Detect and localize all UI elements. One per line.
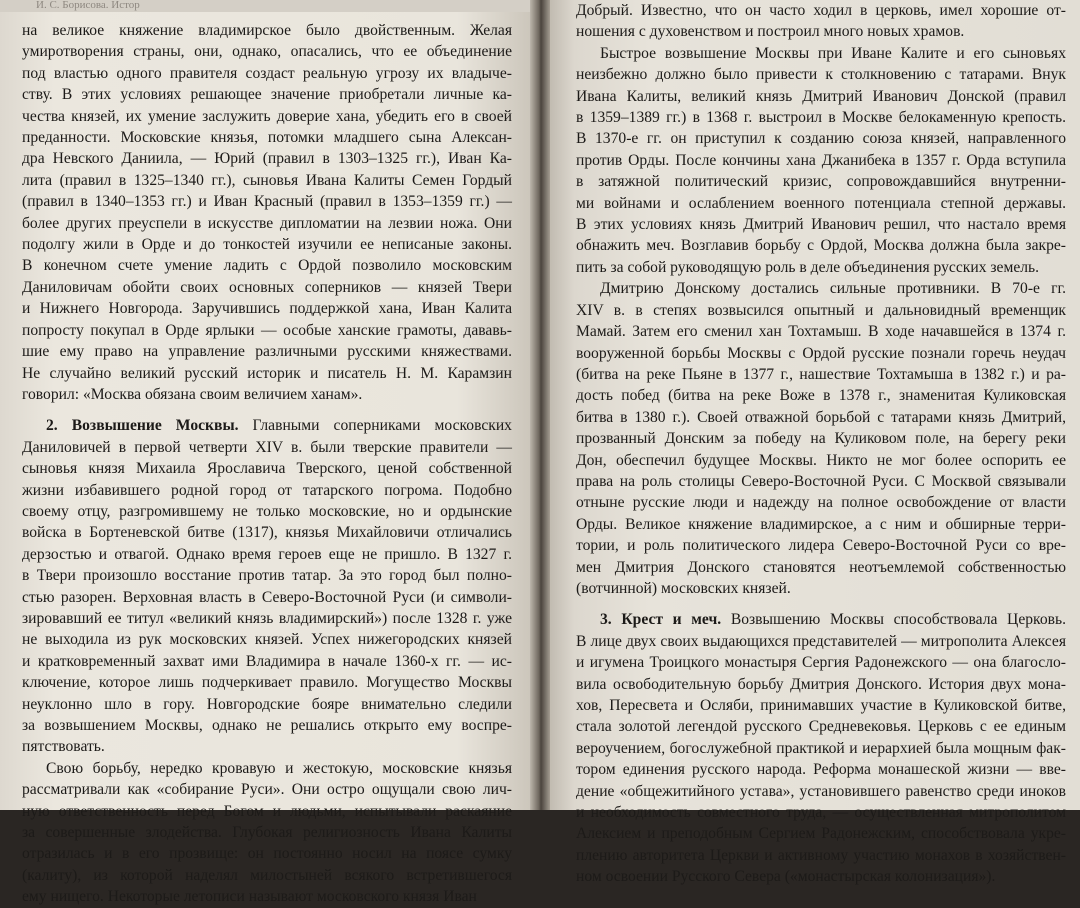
- text-line: неизбежно должно было привести к столкновению с татарами. Внук: [576, 66, 1066, 84]
- book-gutter: [530, 0, 550, 810]
- text-line: В 1370-е гг. он приступил к созданию союза князей, направленного: [576, 130, 1066, 148]
- text-line: в Твери произошло восстание против татар. За это город был полно-: [22, 567, 512, 585]
- text-line: Даниловичей в первой четверти XIV в. были тверские правители —: [22, 438, 512, 456]
- text-line: и кратковременный захват ими Владимира в начале 1360-х гг. — ис-: [22, 652, 512, 670]
- text-line: дерзостью и отвагой. Однако время героев еще не пришло. В 1327 г.: [22, 545, 512, 563]
- text-line: Не случайно великий русский историк и писатель Н. М. Карамзин: [22, 364, 512, 382]
- paragraph-gap: [576, 599, 1066, 609]
- text-line: ном освоении Русского Севера («монастырская колонизация»).: [576, 868, 996, 886]
- text-line: своему отцу, разгромившему не только московские, но и ордынские: [22, 502, 512, 520]
- text-line: битва в 1380 г.). Своей отважной борьбой с татарами князь Дмитрий,: [576, 408, 1066, 426]
- text-line: XIV в. в степях возвысился опытный и дальновидный временщик: [576, 301, 1066, 319]
- text-line: за возвышением Москвы, однако не решались открыто ему воспре-: [22, 717, 512, 734]
- text-line: не выходила из рук московских князей. Успех нижегородских князей: [22, 631, 512, 649]
- text-line: обнажить меч. Возглавив борьбу с Ордой, Москва должна была закре-: [576, 237, 1066, 255]
- text-line: дра Невского Даниила, — Юрий (правил в 1303–1325 гг.), Иван Ка-: [22, 150, 512, 168]
- text-line: ную ответственность перед Богом и людьми, испытывали раскаяние: [22, 802, 512, 820]
- text-line: Свою борьбу, нередко кровавую и жестокую, московские князья: [46, 759, 512, 777]
- text-line: под властью одного правителя создаст реальную угрозу их владыче-: [22, 64, 512, 82]
- text-line: чества князей, их умение заслужить доверие хана, убедить его в своей: [22, 107, 512, 125]
- text-line: рассматривали как «собирание Руси». Они остро ощущали свою лич-: [22, 781, 512, 799]
- left-page-text: [22, 20, 512, 908]
- text-line: пить за собой руководящую роль в деле объединения русских земель.: [576, 258, 1040, 276]
- text-line: Мамай. Затем его сменил хан Тохтамыш. В ходе начавшейся в 1374 г.: [576, 323, 1066, 341]
- text-line: сыновья князя Михаила Ярославича Тверского, ценой собственной: [22, 460, 512, 478]
- text-line: на великое княжение владимирское было двойственным. Желая: [22, 22, 512, 39]
- text-line: против Орды. После кончины хана Джанибека в 1357 г. Орда вступила: [576, 151, 1066, 169]
- text-line: стала золотой легендой русского Средневековья. Церковь с ее единым: [576, 718, 1066, 736]
- text-line: шие ему право на управление различными русскими княжествами.: [22, 343, 512, 361]
- text-line: В конечном счете умение ладить с Ордой позволило московским: [22, 257, 512, 275]
- text-line: войска в Бортеневской битве (1317), князья Михайловичи отличались: [22, 524, 512, 542]
- text-line: [576, 609, 1066, 630]
- text-line: В этих условиях князь Дмитрий Иванович решил, что настало время: [576, 216, 1066, 234]
- text-line: Быстрое возвышение Москвы при Иване Калите и его сыновьях: [600, 44, 1066, 62]
- text-line: Орды. Великое княжение владимирское, а с ним и обширные терри-: [576, 515, 1066, 533]
- text-line: лита (правил в 1325–1340 гг.), сыновья Ивана Калиты Семен Гордый: [22, 171, 512, 189]
- text-line: Добрый. Известно, что он часто ходил в церковь, имел хорошие от-: [576, 2, 1066, 19]
- text-line: вила освободительную борьбу Дмитрия Донского. История двух мона-: [576, 675, 1066, 693]
- text-line: вероучением, богослужебной практикой и иерархией была мощным фак-: [576, 739, 1066, 757]
- text-line: ключение, которое лишь подчеркивает правило. Могущество Москвы: [22, 674, 512, 692]
- text-line: [22, 415, 512, 436]
- text-line: (калиту), из которой наделял милостыней всякого встретившегося: [22, 866, 512, 884]
- text-line: в 1359–1389 гг.) в 1368 г. выстроил в Москве белокаменную крепость.: [576, 109, 1066, 127]
- text-line: и необходимость совместного труда, — осуществленная митрополитом: [576, 804, 1066, 822]
- text-line: за совершенные злодейства. Глубокая религиозность Ивана Калиты: [22, 824, 512, 842]
- text-line: зировавший ее титул «великий князь владимирский») после 1328 г. уже: [22, 609, 512, 627]
- text-line: тории, и роль политического лидера Северо-Восточной Руси со вре-: [576, 537, 1066, 555]
- text-line: и Нижнего Новгорода. Заручившись поддержкой хана, Иван Калита: [22, 300, 512, 318]
- text-line: более других преуспели в искусстве дипломатии на лезвии ножа. Они: [22, 214, 512, 232]
- text-line: дение «общежитийного устава», установившего равенство среди иноков: [576, 782, 1066, 800]
- text-line: умиротворения страны, они, однако, опасались, что ее объединение: [22, 43, 512, 61]
- text-line: Даниловичам обойти своих основных соперников — князей Твери: [22, 278, 512, 296]
- text-line: В лице двух своих выдающихся представителей — митрополита Алексея: [576, 632, 1066, 650]
- text-line: пятствовать.: [22, 738, 105, 756]
- paragraph-gap: [22, 405, 512, 415]
- right-page: [542, 0, 1080, 886]
- text-line: преданности. Московские князья, потомки младшего сына Алексан-: [22, 129, 512, 147]
- text-line: подолгу жили в Орде и до тонкостей изучили ее неписаные законы.: [22, 236, 512, 254]
- left-page: [0, 0, 538, 906]
- text-line: жизни избавившего родной город от татарского погрома. Подобно: [22, 481, 512, 499]
- text-line: вооруженной борьбы Москвы с Ордой русские познали горечь неудач: [576, 344, 1066, 362]
- text-line: отныне русские люди и надежду на полное освобождение от власти: [576, 494, 1066, 512]
- text-line: попросту покупал в Орде ярлыки — особые ханские грамоты, дававь-: [22, 321, 512, 339]
- text-line: неуклонно шло в гору. Новгородские бояре внимательно следили: [22, 695, 512, 713]
- text-line: плению авторитета Церкви и активному участию монахов в хозяйствен-: [576, 846, 1066, 864]
- text-line: ству. В этих условиях решающее значение приобретали личные ка-: [22, 86, 512, 104]
- text-line: стью разорен. Верховная власть в Северо-Восточной Руси (и символи-: [22, 588, 512, 606]
- heading-line-text: Возвышению Москвы способствовала Церковь.: [721, 611, 1066, 629]
- text-line: (битва на реке Пьяне в 1377 г., нашествие Тохтамыша в 1382 г.) и ра-: [576, 365, 1066, 383]
- text-line: прозванный Донским за победу на Куликовом поле, на берегу реки: [576, 430, 1066, 448]
- text-line: права на роль столицы Северо-Восточной Руси. С Москвой связывали: [576, 472, 1066, 490]
- text-line: Дмитрию Донскому достались сильные противники. В 70-е гг.: [600, 280, 1066, 298]
- running-head: И. С. Борисова. Истор: [0, 0, 538, 12]
- text-line: Ивана Калиты, великий князь Дмитрий Иванович Донской (правил: [576, 87, 1066, 105]
- text-line: хов, Пересвета и Осляби, принимавших участие в Куликовской битве,: [576, 697, 1066, 714]
- heading-line-text: Главными соперниками московских: [238, 417, 512, 435]
- right-page-text: [576, 0, 1066, 888]
- text-line: отразилась и в его прозвище: он постоянно носил на поясе сумку: [22, 845, 512, 863]
- text-line: ми войнами и ослаблением военного потенциала степной державы.: [576, 194, 1066, 212]
- text-line: Алексием и преподобным Сергием Радонежским, способствовала укре-: [576, 825, 1066, 843]
- text-line: и игумена Троицкого монастыря Сергия Радонежского — она благосло-: [576, 654, 1066, 672]
- text-line: в затяжной политический кризис, сопровождавшийся внутренни-: [576, 173, 1066, 191]
- section-heading: 2. Возвышение Москвы.: [46, 417, 239, 435]
- text-line: мен Дмитрия Донского становятся неотъемлемой собственностью: [576, 558, 1066, 576]
- section-heading: 3. Крест и меч.: [600, 611, 722, 629]
- text-line: ему нищего. Некоторые летописи называют московского князя Иван: [22, 888, 477, 906]
- text-line: говорил: «Москва обязана своим величием ханам».: [22, 385, 363, 403]
- text-line: (вотчинной) московских князей.: [576, 579, 791, 597]
- text-line: (правил в 1340–1353 гг.) и Иван Красный (правил в 1353–1359 гг.) —: [22, 193, 512, 211]
- text-line: тором единения русского народа. Реформа монашеской жизни — вве-: [576, 761, 1066, 779]
- text-line: дость побед (битва на реке Воже в 1378 г., знаменитая Куликовская: [576, 387, 1066, 405]
- text-line: ношения с духовенством и построил много новых храмов.: [576, 23, 965, 41]
- text-line: Дон, обеспечил будущее Москвы. Никто не мог более оспорить ее: [576, 451, 1066, 469]
